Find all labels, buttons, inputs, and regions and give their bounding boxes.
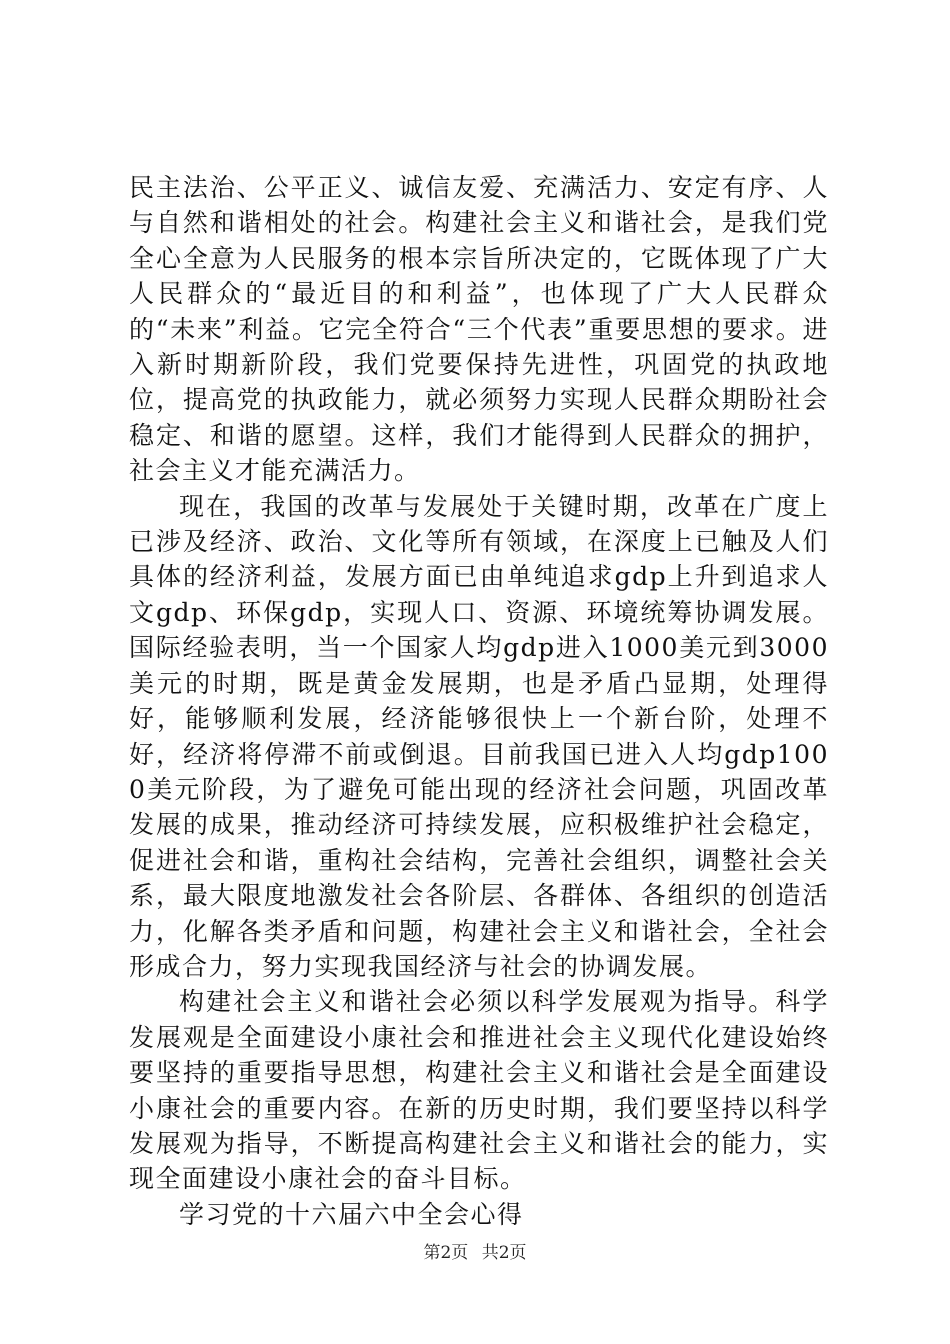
page-total: 共2页 xyxy=(481,1243,527,1263)
paragraph-3: 构建社会主义和谐社会必须以科学发展观为指导。科学发展观是全面建设小康社会和推进社会主义现代化建设始终要坚持的重要指导思想，构建社会主义和谐社会是全面建设小康社会的重要内容。在新的历史时期，我们要坚持以科学发展观为指导，不断提高构建社会主义和谐社会的能力，实现全面建设小康社会的奋斗目标。 xyxy=(129,987,829,1194)
document-body xyxy=(129,170,829,1232)
page-footer xyxy=(0,1242,950,1264)
paragraph-4-title: 学习党的十六届六中全会心得 xyxy=(179,1199,524,1229)
page-number: 第2页 xyxy=(423,1243,469,1263)
paragraph-2: 现在，我国的改革与发展处于关键时期，改革在广度上已涉及经济、政治、文化等所有领域，在深度上已触及人们具体的经济利益，发展方面已由单纯追求gdp上升到追求人文gdp、环保gdp，实现人口、资源、环境统筹协调发展。国际经验表明，当一个国家人均gdp进入1000美元到3000美元的时期，既是黄金发展期，也是矛盾凸显期，处理得好，能够顺利发展，经济能够很快上一个新台阶，处理不好，经济将停滞不前或倒退。目前我国已进入人均gdp1000美元阶段，为了避免可能出现的经济社会问题，巩固改革发展的成果，推动经济可持续发展，应积极维护社会稳定，促进社会和谐，重构社会结构，完善社会组织，调整社会关系，最大限度地激发社会各阶层、各群体、各组织的创造活力，化解各类矛盾和问题，构建社会主义和谐社会，全社会形成合力，努力实现我国经济与社会的协调发展。 xyxy=(129,491,829,981)
paragraph-1: 民主法治、公平正义、诚信友爱、充满活力、安定有序、人与自然和谐相处的社会。构建社会主义和谐社会，是我们党全心全意为人民服务的根本宗旨所决定的，它既体现了广大人民群众的“最近目的和利益”，也体现了广大人民群众的“未来”利益。它完全符合“三个代表”重要思想的要求。进入新时期新阶段，我们党要保持先进性，巩固党的执政地位，提高党的执政能力，就必须努力实现人民群众期盼社会稳定、和谐的愿望。这样，我们才能得到人民群众的拥护，社会主义才能充满活力。 xyxy=(129,173,829,486)
